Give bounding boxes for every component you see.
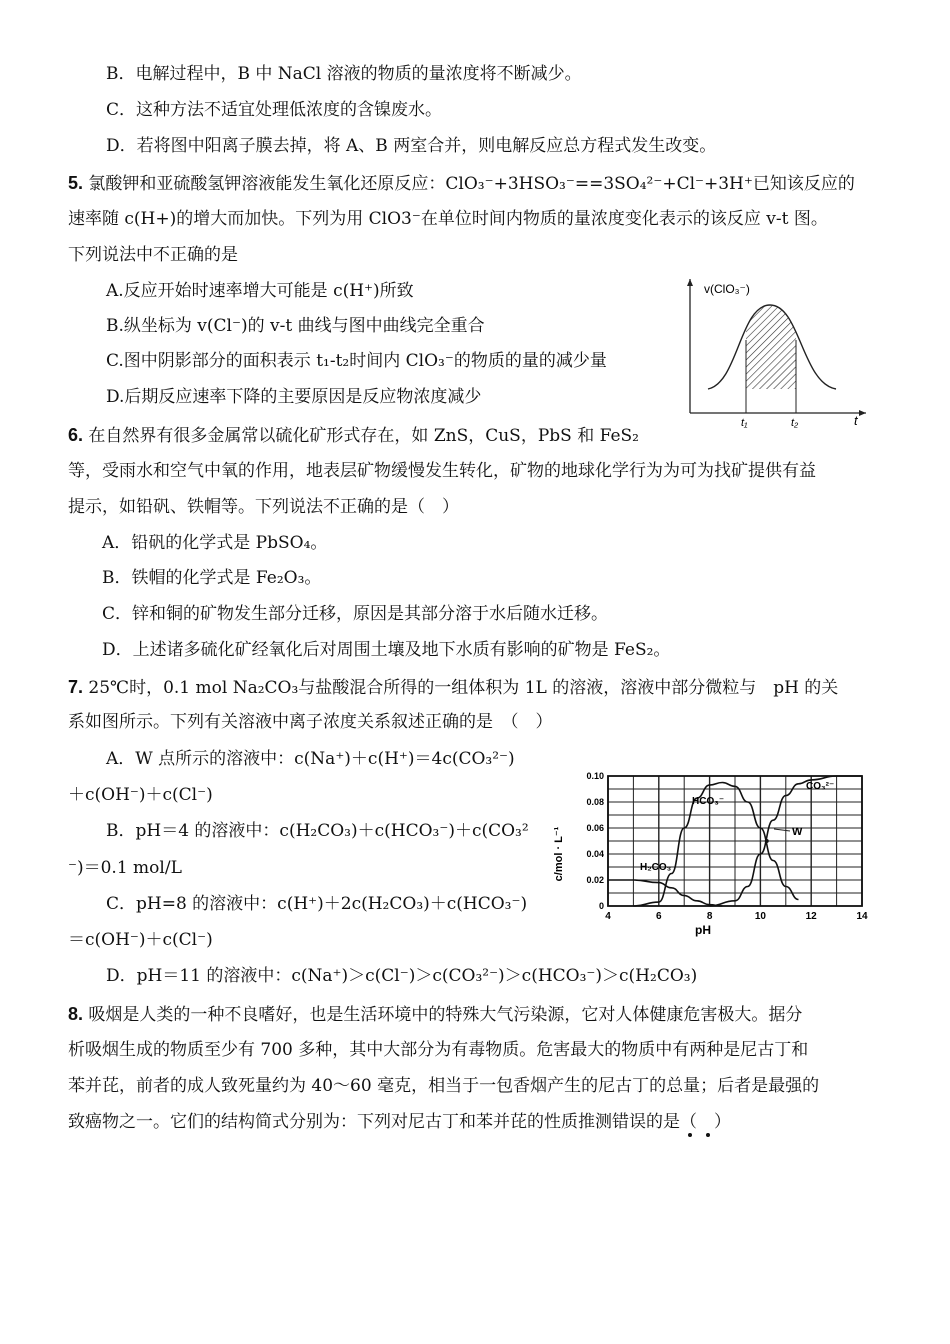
q5-option-c: C.图中阴影部分的面积表示 t₁-t₂时间内 ClO₃⁻的物质的量的减少量 bbox=[106, 351, 607, 371]
q6-option-d: D．上述诸多硫化矿经氧化后对周围土壤及地下水质有影响的矿物是 FeS₂。 bbox=[102, 640, 671, 660]
y-tick-label: 0.08 bbox=[586, 797, 604, 807]
q6-stem-line-3: 提示，如铅矾、铁帽等。下列说法不正确的是（ ） bbox=[68, 497, 459, 517]
q8-stem-line-4: 致癌物之一。它们的结构简式分别为：下列对尼古丁和苯并芘的性质推测错误的是（ ） bbox=[68, 1112, 731, 1132]
q7-chart-grid bbox=[608, 776, 862, 906]
q7-option-c-line-1: C．pH=8 的溶液中：c(H⁺)＋2c(H₂CO₃)＋c(HCO₃⁻) bbox=[106, 894, 528, 914]
q7-label-w: W bbox=[792, 826, 803, 838]
q5-number: 5. bbox=[68, 173, 84, 193]
q5-x-arrow bbox=[859, 410, 866, 416]
y-tick-label: 0 bbox=[598, 901, 604, 911]
q4-option-d: D．若将图中阳离子膜去掉，将 A、B 两室合并，则电解反应总方程式发生改变。 bbox=[106, 136, 717, 156]
q7-stem-line-1 bbox=[68, 676, 838, 699]
q5-vt-figure bbox=[678, 265, 878, 430]
q5-y-label: v(ClO₃⁻) bbox=[704, 282, 750, 296]
x-tick-label: 6 bbox=[656, 911, 662, 922]
q7-label-hco3: HCO₃⁻ bbox=[692, 796, 725, 807]
q5-x-label: t bbox=[854, 413, 858, 428]
q7-option-c-line-2: ＝c(OH⁻)＋c(Cl⁻) bbox=[68, 930, 213, 950]
q5-option-a: A.反应开始时速率增大可能是 c(H⁺)所致 bbox=[106, 281, 414, 301]
q7-w-leader bbox=[774, 829, 790, 831]
q6-option-a: A．铅矾的化学式是 PbSO₄。 bbox=[102, 533, 328, 553]
x-tick-label: 12 bbox=[805, 911, 817, 922]
q7-stem-text-1: 25℃时，0.1 mol Na₂CO₃与盐酸混合所得的一组体积为 1L 的溶液，溶液中部分微粒与 pH 的关 bbox=[83, 678, 839, 698]
q4-option-c: C．这种方法不适宜处理低浓度的含镍废水。 bbox=[106, 100, 443, 120]
y-tick-label: 0.06 bbox=[586, 823, 604, 833]
y-tick-label: 0.02 bbox=[586, 875, 604, 885]
q8-stem-line-2: 析吸烟生成的物质至少有 700 多种，其中大部分为有毒物质。危害最大的物质中有两种是尼古丁和 bbox=[68, 1040, 809, 1060]
q5-y-arrow bbox=[687, 279, 693, 286]
q5-option-d: D.后期反应速率下降的主要原因是反应物浓度减少 bbox=[106, 387, 482, 407]
q5-t2-label: t₂ bbox=[791, 417, 799, 429]
x-tick-label: 4 bbox=[605, 911, 611, 922]
q5-stem-line-2: 速率随 c(H+)的增大而加快。下列为用 ClO3⁻在单位时间内物质的量浓度变化表示的该反应 v-t 图。 bbox=[68, 209, 828, 229]
x-tick-label: 8 bbox=[706, 911, 713, 922]
q6-stem-text-1: 在自然界有很多金属常以硫化矿形式存在，如 ZnS，CuS，PbS 和 FeS₂ bbox=[83, 426, 639, 446]
q4-option-b: B．电解过程中，B 中 NaCl 溶液的物质的量浓度将不断减少。 bbox=[106, 64, 582, 84]
q7-label-co3: CO₃²⁻ bbox=[806, 781, 835, 792]
q7-label-h2co3: H₂CO₃ bbox=[640, 862, 672, 873]
q7-y-axis-label: c/mol · L⁻¹ bbox=[553, 826, 565, 882]
q6-number: 6. bbox=[68, 425, 84, 445]
q8-stem-text-1: 吸烟是人类的一种不良嗜好，也是生活环境中的特殊大气污染源，它对人体健康危害极大。据分 bbox=[83, 1005, 803, 1025]
q5-stem-line-3: 下列说法中不正确的是 bbox=[68, 245, 238, 265]
q8-number: 8. bbox=[68, 1004, 84, 1024]
q6-stem-line-1 bbox=[68, 424, 639, 447]
q5-stem-text-1: 氯酸钾和亚硫酸氢钾溶液能发生氧化还原反应：ClO₃⁻+3HSO₃⁻==3SO₄²⁻+Cl⁻+3H⁺已知该反应的 bbox=[83, 174, 855, 194]
q6-option-c: C．锌和铜的矿物发生部分迁移，原因是其部分溶于水后随水迁移。 bbox=[102, 604, 609, 624]
q6-stem-line-2: 等，受雨水和空气中氧的作用，地表层矿物缓慢发生转化，矿物的地球化学行为为可为找矿提供有益 bbox=[68, 461, 816, 481]
q6-option-b: B．铁帽的化学式是 Fe₂O₃。 bbox=[102, 568, 322, 588]
emphasis-dot bbox=[688, 1133, 692, 1137]
y-tick-label: 0.04 bbox=[586, 849, 604, 859]
y-tick-label: 0.10 bbox=[586, 771, 604, 781]
q7-option-d: D．pH＝11 的溶液中：c(Na⁺)＞c(Cl⁻)＞c(CO₃²⁻)＞c(HCO₃⁻)＞c(H₂CO₃) bbox=[106, 966, 698, 986]
q5-shaded-area bbox=[708, 305, 836, 389]
q7-option-b-line-2: ⁻)＝0.1 mol/L bbox=[68, 858, 182, 878]
x-tick-label: 14 bbox=[856, 911, 868, 922]
q7-stem-line-2: 系如图所示。下列有关溶液中离子浓度关系叙述正确的是 （ ） bbox=[68, 712, 553, 732]
q7-ph-chart bbox=[548, 762, 888, 942]
q5-stem-line-1 bbox=[68, 172, 855, 195]
q7-option-a-line-1: A．W 点所示的溶液中：c(Na⁺)＋c(H⁺)＝4c(CO₃²⁻) bbox=[106, 749, 515, 769]
q7-x-axis-label: pH bbox=[695, 923, 711, 937]
q7-number: 7. bbox=[68, 677, 84, 697]
q7-option-a-line-2: ＋c(OH⁻)＋c(Cl⁻) bbox=[68, 785, 213, 805]
emphasis-dot bbox=[706, 1133, 710, 1137]
x-tick-label: 10 bbox=[754, 911, 766, 922]
q5-option-b: B.纵坐标为 v(Cl⁻)的 v-t 曲线与图中曲线完全重合 bbox=[106, 316, 485, 336]
q7-option-b-line-1: B．pH＝4 的溶液中：c(H₂CO₃)＋c(HCO₃⁻)＋c(CO₃² bbox=[106, 821, 529, 841]
q7-chart-ticks bbox=[586, 771, 868, 922]
q5-t1-label: t₁ bbox=[741, 417, 748, 429]
q8-stem-line-3: 苯并芘，前者的成人致死量约为 40～60 毫克，相当于一包香烟产生的尼古丁的总量；后者是最强的 bbox=[68, 1076, 820, 1096]
w-point bbox=[765, 839, 769, 843]
q8-stem-line-1 bbox=[68, 1003, 802, 1026]
